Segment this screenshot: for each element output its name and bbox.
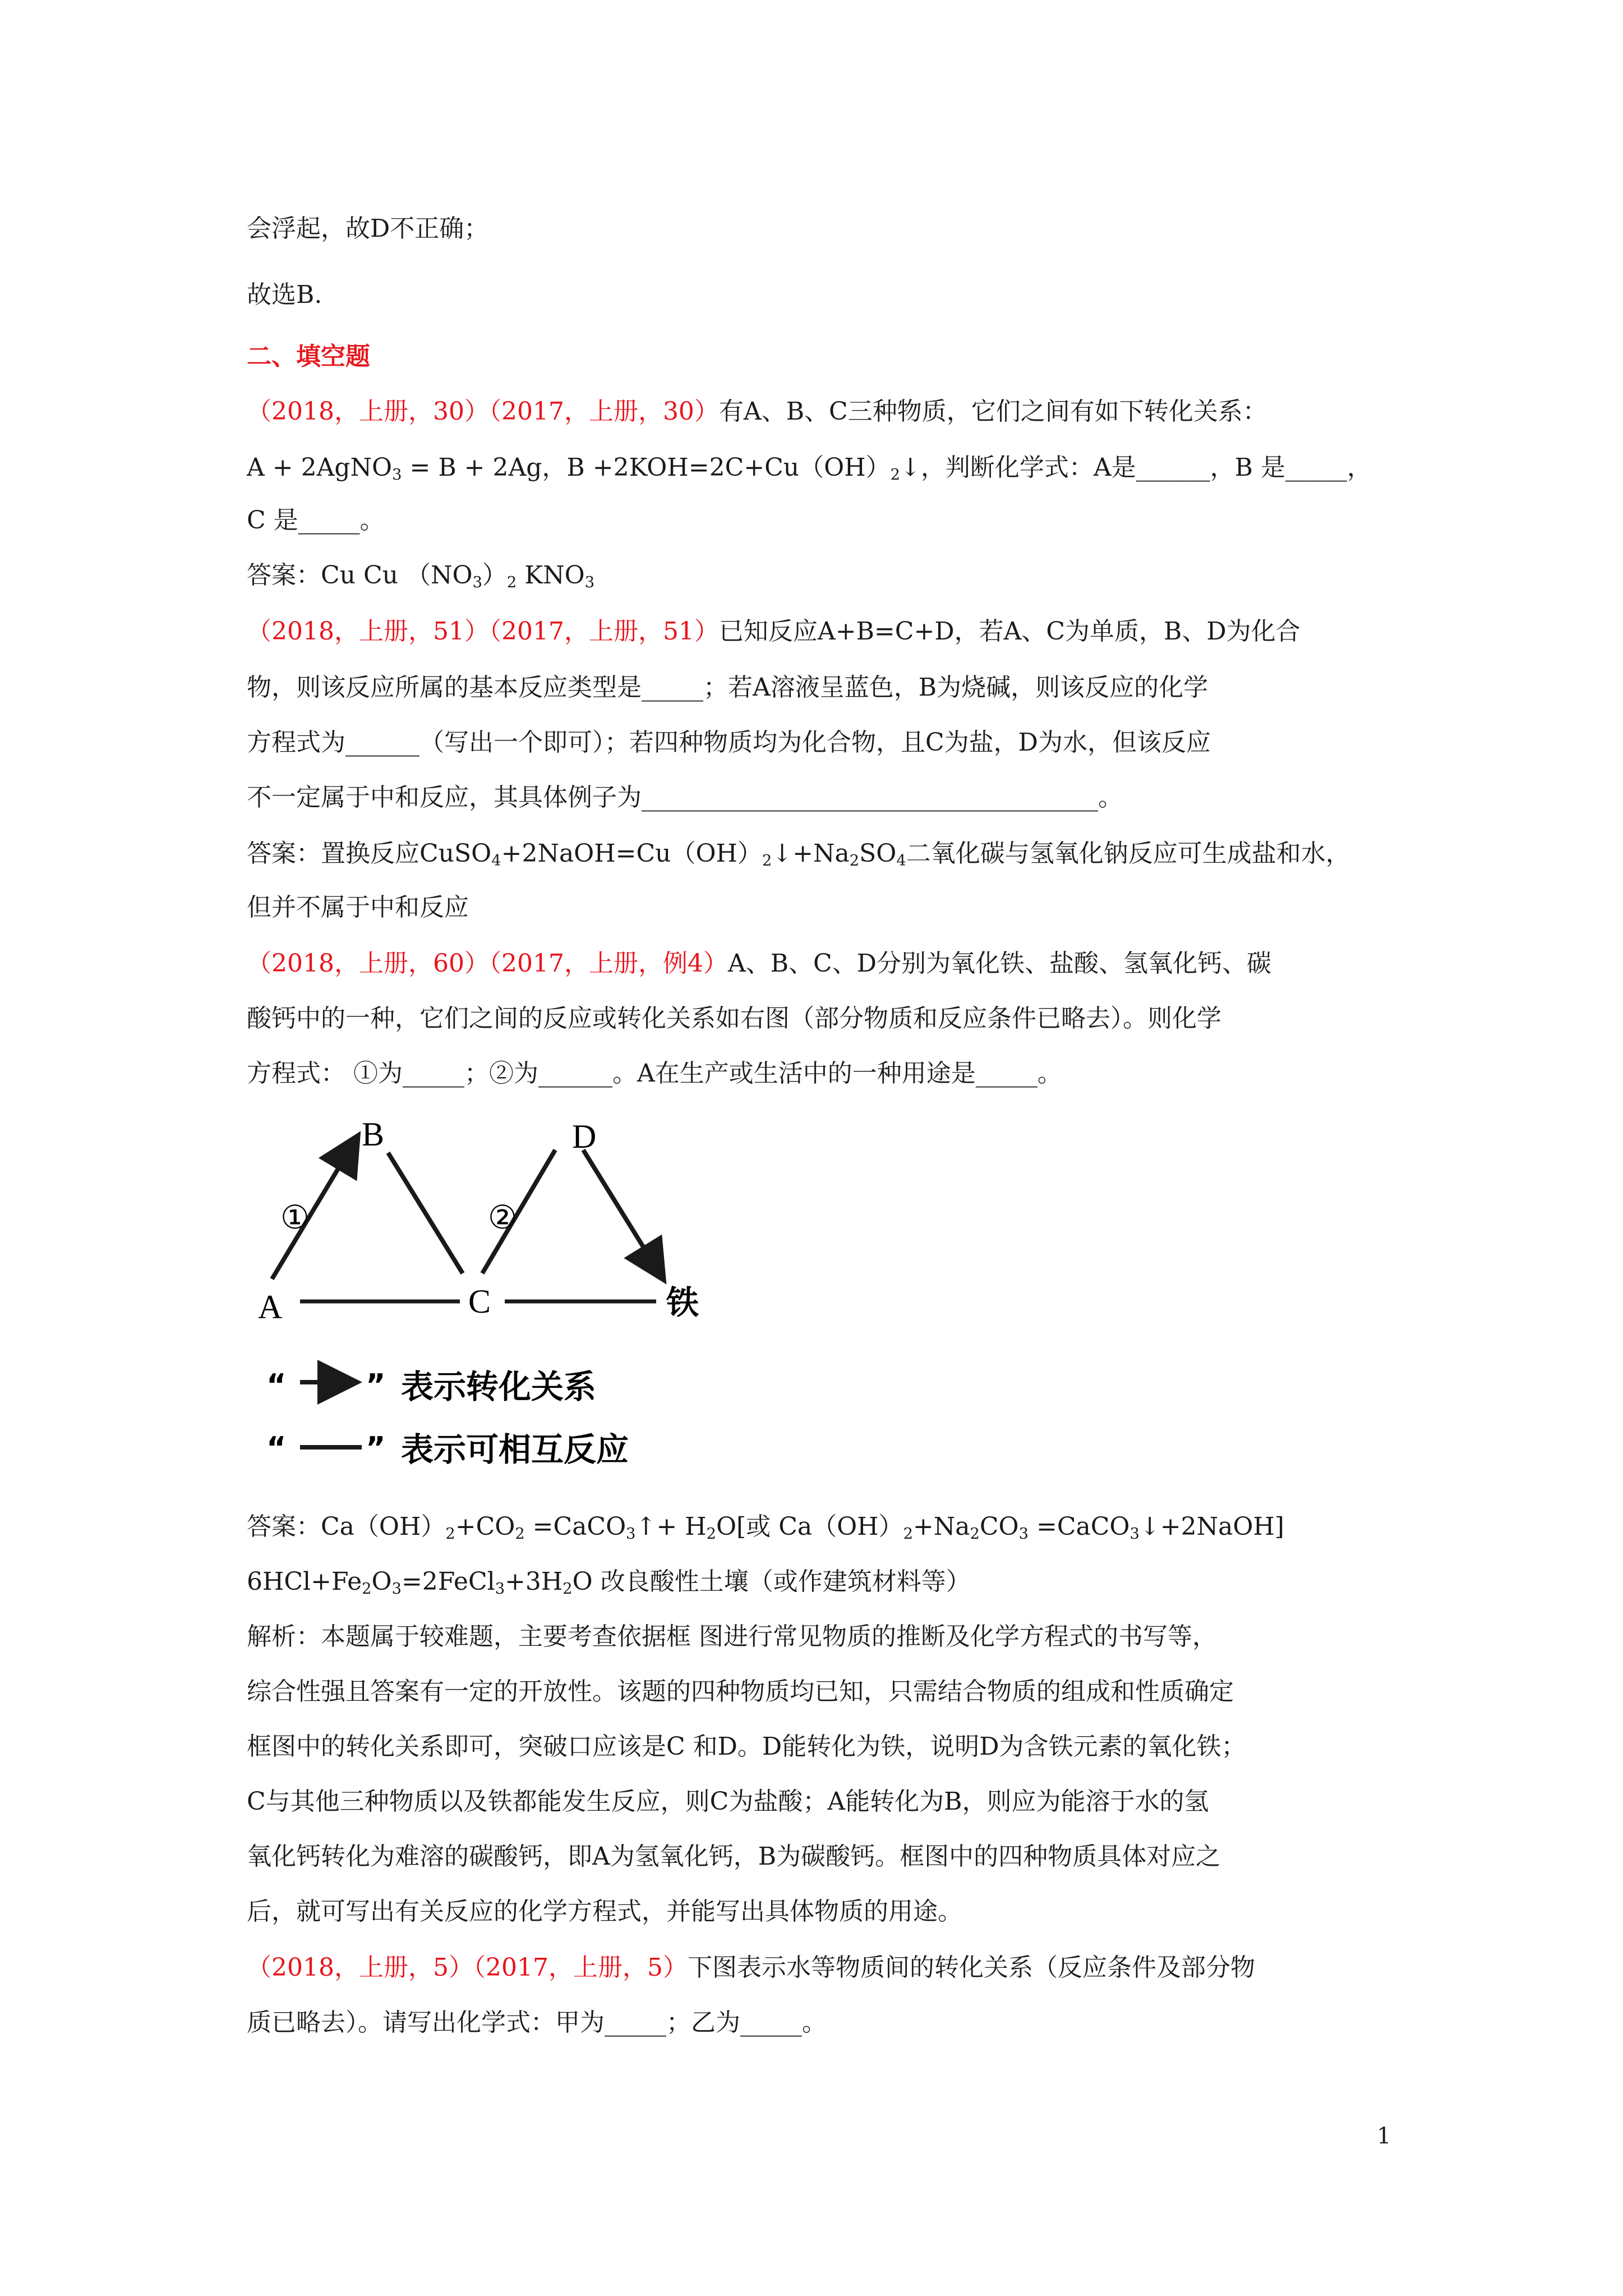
question-1-line: C 是_____。 [247,506,385,535]
question-1-line: （2018，上册，30）（2017，上册，30）有A、B、C三种物质，它们之间有如下转化关系： [247,397,1267,426]
reaction-label-2: ② [488,1198,517,1236]
source-citation: （2018，上册，60）（2017，上册，例4） [247,949,728,978]
legend-quote-open: “ [266,1368,287,1403]
line-b-c [388,1153,463,1273]
explanation-line: 综合性强且答案有一定的开放性。该题的四种物质均已知，只需结合物质的组成和性质确定 [247,1677,1234,1706]
question-2-line: 物，则该反应所属的基本反应类型是_____；若A溶液呈蓝色，B为烧碱，则该反应的化学 [247,673,1209,702]
question-2-line: 不一定属于中和反应，其具体例子为_____________________________________。 [247,783,1123,812]
answer-2: 但并不属于中和反应 [247,893,469,922]
answer-3: 答案：$Ca(OH)_2+CO_2$ =CaCO$_3$↑+ $H_2O$[或 $Ca(OH)_2+Na_2CO_3$ =CaCO$_3$↓+2NaOH] [247,1512,1284,1543]
question-3-line: 方程式： ①为_____；②为______。A在生产或生活中的一种用途是_____。 [247,1059,1062,1088]
reaction-diagram [241,1116,746,1498]
question-1-equation: A + 2AgNO$_3$ = B + 2Ag，$B +2KOH=2C+Cu(OH)_2↓$，判断化学式：A是______，B 是_____， [247,453,1372,484]
answer-2: 答案：置换反应$CuSO_4+2NaOH=Cu(OH)_2↓+Na_2SO_4$二氧化碳与氢氧化钠反应可生成盐和水， [247,839,1350,869]
explanation-line: 后，就可写出有关反应的化学方程式，并能写出具体物质的用途。 [247,1897,962,1926]
text-line: 故选B. [247,280,322,309]
legend-quote-close: ” [366,1430,386,1466]
legend-quote-open: “ [266,1430,287,1466]
node-d: D [572,1118,597,1155]
source-citation: （2018，上册，5）（2017，上册，5） [247,1953,688,1982]
node-iron: 铁 [666,1283,699,1322]
answer-3: $6HCl+Fe_2O_3=2FeCl_3+3H_2O$ 改良酸性土壤（或作建筑材料等） [247,1567,971,1598]
section-title: 二、填空题 [247,342,370,371]
node-b: B [362,1116,385,1153]
legend-arrow-text: 表示转化关系 [401,1368,597,1406]
text-line: 会浮起，故D不正确； [247,214,489,243]
legend-quote-close: ” [366,1368,386,1403]
arrow-d-to-iron [583,1150,662,1277]
legend-line-text: 表示可相互反应 [401,1430,629,1469]
question-4-line: （2018，上册，5）（2017，上册，5）下图表示水等物质间的转化关系（反应条件及部分物 [247,1953,1255,1982]
question-4-line: 质已略去）。请写出化学式：甲为_____；乙为_____。 [247,2008,827,2037]
explanation-line: 氧化钙转化为难溶的碳酸钙，即A为氢氧化钙，B为碳酸钙。框图中的四种物质具体对应之 [247,1842,1221,1871]
source-citation: （2018，上册，51）（2017，上册，51） [247,617,719,646]
question-3-line: （2018，上册，60）（2017，上册，例4）A、B、C、D分别为氧化铁、盐酸、氢氧化钙、碳 [247,949,1271,978]
node-a: A [258,1289,283,1326]
answer-1: 答案：Cu Cu $(NO_3)_2$ $KNO_3$ [247,561,595,591]
explanation-line: 框图中的转化关系即可，突破口应该是C 和D。D能转化为铁，说明D为含铁元素的氧化铁； [247,1732,1246,1761]
page-number: 1 [1377,2123,1391,2149]
explanation-line: 解析：本题属于较难题，主要考查依据框 图进行常见物质的推断及化学方程式的书写等， [247,1622,1217,1651]
question-3-line: 酸钙中的一种，它们之间的反应或转化关系如右图（部分物质和反应条件已略去）。则化学 [247,1004,1221,1033]
explanation-line: C与其他三种物质以及铁都能发生反应，则C为盐酸；A能转化为B，则应为能溶于水的氢 [247,1787,1209,1816]
node-c: C [468,1283,491,1320]
question-2-line: 方程式为______（写出一个即可）；若四种物质均为化合物，且C为盐，D为水，但该反应 [247,728,1211,757]
question-2-line: （2018，上册，51）（2017，上册，51）已知反应A+B=C+D，若A、C为单质，B、D为化合 [247,617,1301,646]
reaction-label-1: ① [280,1198,310,1236]
source-citation: （2018，上册，30）（2017，上册，30） [247,397,719,426]
